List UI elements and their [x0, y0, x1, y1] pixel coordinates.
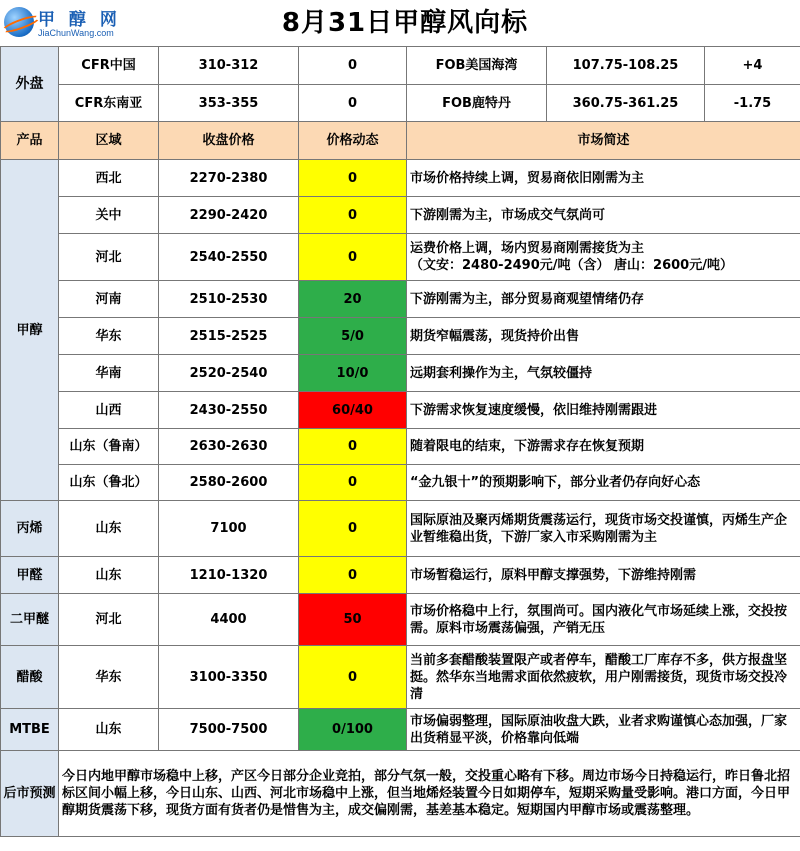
price-cell: 7500-7500: [159, 709, 299, 751]
methanol-row: [1, 281, 800, 318]
price-dynamic-badge: 5/0: [299, 318, 407, 355]
price-cell: 7100: [159, 501, 299, 557]
price-cell: 3100-3350: [159, 646, 299, 709]
price-cell: 2510-2530: [159, 281, 299, 318]
product-row: [1, 594, 800, 646]
price-cell: 2290-2420: [159, 197, 299, 234]
market-summary: [407, 318, 800, 355]
region-cell: 山东: [59, 709, 159, 751]
methanol-row: [1, 318, 800, 355]
outer-name: CFR东南亚: [59, 85, 159, 122]
market-summary: 市场价格稳中上行，氛围尚可。国内液化气市场延续上涨，交投按需。原料市场震荡偏强，产销无压: [407, 594, 800, 646]
summary-text: 市场价格持续上调，贸易商依旧刚需为主: [410, 170, 645, 186]
price-dynamic-badge: 0: [299, 465, 407, 501]
price-dynamic-badge: 50: [299, 594, 407, 646]
summary-text: 下游刚需为主，市场成交气氛尚可: [410, 207, 606, 223]
market-summary: [407, 160, 800, 197]
market-summary: [407, 355, 800, 392]
methanol-row: [1, 234, 800, 281]
region-cell: 河北: [59, 234, 159, 281]
price-cell: 2540-2550: [159, 234, 299, 281]
region-cell: 河南: [59, 281, 159, 318]
outer-change2: +4: [705, 47, 800, 85]
summary-text: 随着限电的结束，下游需求存在恢复预期: [410, 439, 645, 454]
summary-text: 运费价格上调，场内贸易商刚需接货为主: [410, 241, 645, 256]
market-summary: 国际原油及聚丙烯期货震荡运行，现货市场交投谨慎，丙烯生产企业暂维稳出货，下游厂家入市采购刚需为主: [407, 501, 800, 557]
market-summary: 市场暂稳运行，原料甲醇支撑强势，下游维持刚需: [407, 557, 800, 594]
price-cell: 2270-2380: [159, 160, 299, 197]
price-dynamic-badge: 10/0: [299, 355, 407, 392]
market-summary: 当前多套醋酸装置限产或者停车，醋酸工厂库存不多，供方报盘坚挺。然华东当地需求面依然疲软，用户刚需接货，现货市场交投冷清: [407, 646, 800, 709]
price-dynamic-badge: 0/100: [299, 709, 407, 751]
outer-price2: 107.75-108.25: [547, 47, 705, 85]
logo-text-cn: 甲 醇 网: [38, 10, 121, 30]
price-dynamic-badge: 0: [299, 429, 407, 465]
methanol-row: [1, 197, 800, 234]
forecast-label: 后市预测: [1, 751, 59, 837]
market-summary: [407, 234, 800, 281]
market-summary: 市场偏弱整理，国际原油收盘大跌，业者求购谨慎心态加强，厂家出货稍显平淡，价格靠向低端: [407, 709, 800, 751]
market-summary: [407, 197, 800, 234]
col-header-summary: 市场简述: [407, 122, 800, 160]
methanol-row: [1, 160, 800, 197]
summary-text: 远期套利操作为主，气氛较僵持: [410, 365, 593, 381]
product-label: 丙烯: [1, 501, 59, 557]
summary-text: “金九银十”的预期影响下，部分业者仍存向好心态: [410, 475, 701, 490]
outer-price: 310-312: [159, 47, 299, 85]
summary-text: 下游需求恢复速度缓慢，依旧维持刚需跟进: [410, 402, 658, 418]
region-cell: 关中: [59, 197, 159, 234]
forecast-row: [1, 751, 800, 837]
col-header-price: 收盘价格: [159, 122, 299, 160]
column-header-row: [1, 122, 800, 160]
product-label: 二甲醚: [1, 594, 59, 646]
price-cell: 2520-2540: [159, 355, 299, 392]
region-cell: 山东（鲁南）: [59, 429, 159, 465]
price-dynamic-badge: 60/40: [299, 392, 407, 429]
price-dynamic-badge: 0: [299, 646, 407, 709]
summary-text: 下游刚需为主，部分贸易商观望情绪仍存: [410, 291, 645, 307]
summary-text: 期货窄幅震荡，现货持价出售: [410, 328, 580, 344]
price-cell: 2630-2630: [159, 429, 299, 465]
outer-row: [1, 47, 800, 85]
product-row: [1, 501, 800, 557]
outer-name: CFR中国: [59, 47, 159, 85]
price-dynamic-badge: 20: [299, 281, 407, 318]
price-cell: 1210-1320: [159, 557, 299, 594]
price-dynamic-badge: 0: [299, 557, 407, 594]
product-row: [1, 646, 800, 709]
outer-name2: FOB鹿特丹: [407, 85, 547, 122]
region-cell: 山东: [59, 557, 159, 594]
market-summary: [407, 392, 800, 429]
forecast-text: 今日内地甲醇市场稳中上移，产区今日部分企业竞拍，部分气氛一般，交投重心略有下移。周边市场今日持稳运行，昨日鲁北招标区间小幅上移，今日山东、山西、河北市场稳中上涨，但当地烯烃装置今日如期停车，短期采购量受影响。港口方面，今日甲醇期货震荡下移，现货方面有货者仍是惜售为主，成交偏刚需，基差基本稳定。短期国内甲醇市场或震荡整理。: [59, 751, 800, 837]
product-row: [1, 709, 800, 751]
price-dynamic-badge: 0: [299, 234, 407, 281]
col-header-dynamic: 价格动态: [299, 122, 407, 160]
price-cell: 2580-2600: [159, 465, 299, 501]
outer-label: 外盘: [1, 47, 59, 122]
price-dynamic-badge: 0: [299, 160, 407, 197]
outer-price: 353-355: [159, 85, 299, 122]
price-cell: 2430-2550: [159, 392, 299, 429]
region-cell: 西北: [59, 160, 159, 197]
outer-change: 0: [299, 47, 407, 85]
outer-name2: FOB美国海湾: [407, 47, 547, 85]
page-title: 8月31日甲醇风向标: [281, 8, 529, 38]
methanol-row: [1, 355, 800, 392]
methanol-row: [1, 465, 800, 501]
region-cell: 山东（鲁北）: [59, 465, 159, 501]
methanol-row: [1, 429, 800, 465]
region-cell: 山西: [59, 392, 159, 429]
region-cell: 山东: [59, 501, 159, 557]
outer-change: 0: [299, 85, 407, 122]
price-dynamic-badge: 0: [299, 197, 407, 234]
summary-text-line2: （文安：2480-2490元/吨（含） 唐山：2600元/吨）: [410, 258, 733, 273]
product-label: 醋酸: [1, 646, 59, 709]
header-bar: [0, 0, 800, 47]
col-header-product: 产品: [1, 122, 59, 160]
methanol-row: [1, 392, 800, 429]
outer-row: [1, 85, 800, 122]
product-row: [1, 557, 800, 594]
market-summary: [407, 465, 800, 501]
product-label: MTBE: [1, 709, 59, 751]
price-cell: 4400: [159, 594, 299, 646]
product-label-methanol: 甲醇: [1, 160, 59, 501]
logo-text-en: JiaChunWang.com: [38, 28, 114, 38]
market-summary: [407, 281, 800, 318]
region-cell: 华南: [59, 355, 159, 392]
product-label: 甲醛: [1, 557, 59, 594]
price-dynamic-badge: 0: [299, 501, 407, 557]
region-cell: 华东: [59, 318, 159, 355]
region-cell: 华东: [59, 646, 159, 709]
price-cell: 2515-2525: [159, 318, 299, 355]
outer-change2: -1.75: [705, 85, 800, 122]
region-cell: 河北: [59, 594, 159, 646]
market-summary: [407, 429, 800, 465]
outer-price2: 360.75-361.25: [547, 85, 705, 122]
col-header-region: 区域: [59, 122, 159, 160]
report-table: [0, 46, 800, 837]
